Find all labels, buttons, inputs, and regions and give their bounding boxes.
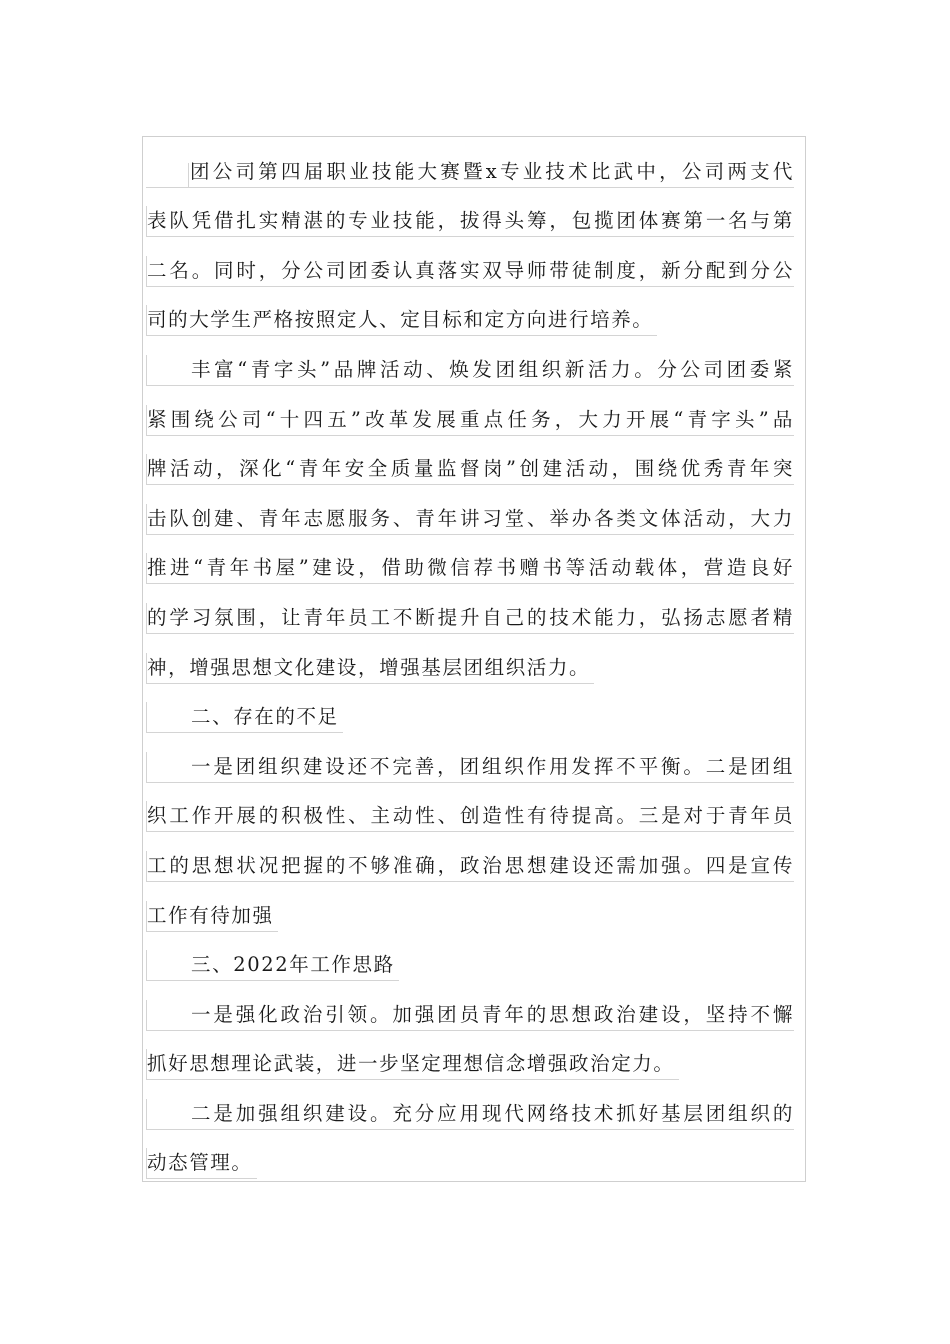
- text-line: [146, 983, 794, 1033]
- text-line-content: 二、存在的不足: [146, 702, 343, 733]
- text-line-content: 牌活动，深化“青年安全质量监督岗”创建活动，围绕优秀青年突: [146, 454, 794, 485]
- text-line: [146, 1132, 794, 1182]
- text-line: [146, 537, 794, 587]
- text-line: [146, 834, 794, 884]
- document-body: [146, 140, 794, 1181]
- text-line-content: 工的思想状况把握的不够准确，政治思想建设还需加强。四是宣传: [146, 851, 794, 882]
- text-line-content: 丰富“青字头”品牌活动、焕发团组织新活力。分公司团委紧: [146, 355, 794, 386]
- text-line-content: 一是强化政治引领。加强团员青年的思想政治建设，坚持不懈: [146, 1000, 794, 1031]
- text-line: [146, 884, 794, 934]
- text-line: [146, 686, 794, 736]
- text-line-content: 一是团组织建设还不完善，团组织作用发挥不平衡。二是团组: [146, 752, 794, 783]
- text-line: [146, 388, 794, 438]
- text-line-content: 三、2022年工作思路: [146, 950, 399, 981]
- text-line-content: 工作有待加强: [146, 901, 278, 932]
- text-line: [146, 735, 794, 785]
- text-line-content: 紧围绕公司“十四五”改革发展重点任务，大力开展“青字头”品: [146, 405, 794, 436]
- text-line: [146, 934, 794, 984]
- text-line: [146, 140, 794, 190]
- text-line-content: 织工作开展的积极性、主动性、创造性有待提高。三是对于青年员: [146, 801, 794, 832]
- text-line-content: 二名。同时，分公司团委认真落实双导师带徒制度，新分配到分公: [146, 256, 794, 287]
- text-line: [146, 338, 794, 388]
- text-line: [146, 785, 794, 835]
- text-line-content: 动态管理。: [146, 1148, 257, 1179]
- text-line-content: 司的大学生严格按照定人、定目标和定方向进行培养。: [146, 305, 657, 336]
- text-line: [146, 586, 794, 636]
- text-line-content: 表队凭借扎实精湛的专业技能，拔得头筹，包揽团体赛第一名与第: [146, 206, 794, 237]
- text-line-content: 二是加强组织建设。充分应用现代网络技术抓好基层团组织的: [146, 1099, 794, 1130]
- text-line: [146, 487, 794, 537]
- text-line: [146, 438, 794, 488]
- text-line: [146, 1033, 794, 1083]
- text-line-content: 击队创建、青年志愿服务、青年讲习堂、举办各类文体活动，大力: [146, 504, 794, 535]
- text-line-content: 团公司第四届职业技能大赛暨x专业技术比武中，公司两支代: [146, 157, 794, 188]
- text-line-content: 的学习氛围，让青年员工不断提升自己的技术能力，弘扬志愿者精: [146, 603, 794, 634]
- text-line-content: 神，增强思想文化建设，增强基层团组织活力。: [146, 653, 594, 684]
- text-line: [146, 289, 794, 339]
- text-line: [146, 239, 794, 289]
- text-line: [146, 190, 794, 240]
- text-line-content: 抓好思想理论武装，进一步坚定理想信念增强政治定力。: [146, 1049, 679, 1080]
- text-line: [146, 636, 794, 686]
- text-line: [146, 1082, 794, 1132]
- text-line-content: 推进“青年书屋”建设，借助微信荐书赠书等活动载体，营造良好: [146, 553, 794, 584]
